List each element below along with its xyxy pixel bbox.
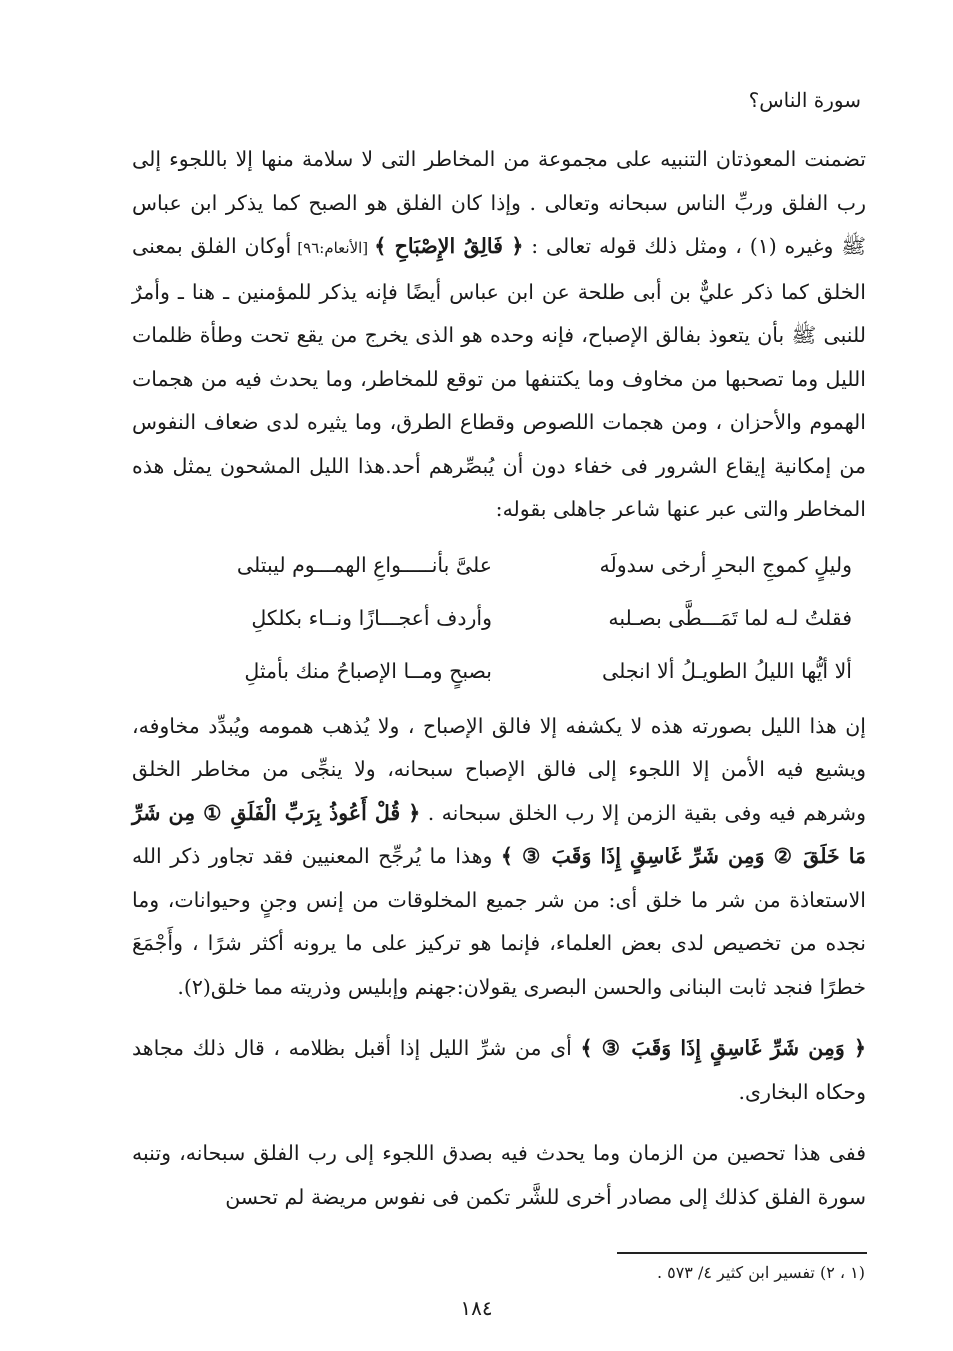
poem-verse: [132, 540, 866, 593]
quran-verse: ﴿ وَمِن شَرِّ غَاسِقٍ إِذَا وَقَبَ ③ ﴾: [580, 1036, 866, 1060]
footnote-rule: [617, 1252, 867, 1254]
poem-verse: [132, 593, 866, 646]
verse-first-hemistich: ألا أيُّها الليلُ الطويـلُ ألا انجلى: [602, 659, 852, 684]
verse-second-hemistich: بصبحٍ ومــا الإصباحُ منك بأمثلِ: [244, 659, 492, 684]
paragraph-1-text-b: أوكان الفلق بمعنى الخلق كما ذكر عليٌّ بن أبى طلحة عن ابن عباس أيضًا فإنه يذكر للمؤمنين ـ هنا ـ وأمرٌ للنبى ﷺ بأن يتعوذ بفالق الإصباح، فإنه وحده هو الذى يخرج من يقع تحت وطأة ظلمات الليل وما تصحبها من مخاوف وما يكتنفها من توقع للمخاطر، وما يحدث فيه من هجمات الهموم والأحزان ، ومن هجمات اللصوص وقطاع الطرق، وما يثيره لدى ضعاف النفوس من إمكانية إيقاع الشرور فى خفاء دون أن يُبصِّرهم أحد.هذا الليل المشحون يمثل هذه المخاطر والتى عبر عنها شاعر جاهلى بقوله:: [132, 234, 866, 521]
paragraph-4: ففى هذا تحصين من الزمان وما يحدث فيه بصدق اللجوء إلى رب الفلق سبحانه، وتنبه سورة الفلق كذلك إلى مصادر أخرى للشَّر تكمن فى نفوس مريضة لم تحسن: [132, 1141, 866, 1209]
paragraph-gap: [132, 1009, 866, 1027]
paragraph-2-text-a: إن هذا الليل بصورته هذه لا يكشفه إلا فالق الإصباح ، ولا يُذهب همومه ويُبدِّد مخاوفه، ويشيع فيه الأمن إلا اللجوء إلى فالق الإصباح سبحانه، ولا ينجِّى من مخاطر الخلق وشرهم فيه وفى بقية الزمن إلا رب الخلق سبحانه .: [132, 713, 867, 825]
verse-reference: [الأنعام:٩٦]: [291, 239, 375, 257]
page-number: ١٨٤: [460, 1296, 493, 1320]
paragraph-2-text-b: وهذا ما يُرجِّح المعنيين فقد تجاور ذكر الله الاستعاذة من شر ما خلق أى: من شر جميع المخلوقات من إنس وجنٍ وحيوانات، وما نجده من تخصيص لدى بعض العلماء، فإنما هو تركيز على ما يرونه أكثر شرًا ، وأَجْمَعَ خطرًا فنجد ثابت البنانى والحسن البصرى يقولان:جهنم وإبليس وذريته مما خلق(٢).: [132, 844, 866, 999]
poem: [132, 540, 866, 699]
paragraph-1: [132, 138, 866, 532]
paragraph-2: [132, 705, 866, 1010]
main-text: [132, 138, 866, 1219]
verse-second-hemistich: علىَّ بأنـــــواعِ الهمـــوم ليبتلى: [236, 553, 492, 578]
verse-second-hemistich: وأردف أعجـــازًا ونــاء بكلكلِ: [251, 606, 492, 631]
quran-verse: ﴿ قُلْ أَعُوذُ بِرَبِّ الْفَلَقِ ① مِن شَرِّ مَا خَلَقَ ② وَمِن شَرِّ غَاسِقٍ إِذَا وَقَبَ ③ ﴾: [132, 800, 866, 868]
verse-first-hemistich: فقلتُ لـه لما تَمَـــطَّى بصـلبه: [608, 606, 852, 631]
paragraph-3-text: أى من شرِّ الليل إذا أقبل بظلامه ، قال ذلك مجاهد وحكاه البخارى.: [132, 1036, 866, 1104]
verse-first-hemistich: وليلٍ كموجِ البحرِ أرخى سدولَه: [599, 553, 852, 578]
quran-verse: ﴿ فَالِقُ الإِصْبَاحِ ﴾: [374, 234, 524, 258]
paragraph-gap: [132, 1114, 866, 1132]
paragraph-1-text-a: تضمنت المعوذتان التنبيه على مجموعة من المخاطر التى لا سلامة منها إلا باللجوء إلى رب الفلق وربِّ الناس سبحانه وتعالى . وإذا كان الفلق هو الصبح كما يذكر ابن عباس ﷺ وغيره (١) ، ومثل ذلك قوله تعالى :: [132, 147, 866, 258]
running-header: سورة الناس؟: [748, 88, 861, 112]
paragraph-3: [132, 1027, 866, 1114]
footnote: (١ ، ٢) تفسير ابن كثير ٤/ ٥٧٣ .: [656, 1263, 865, 1282]
poem-verse: [132, 646, 866, 699]
